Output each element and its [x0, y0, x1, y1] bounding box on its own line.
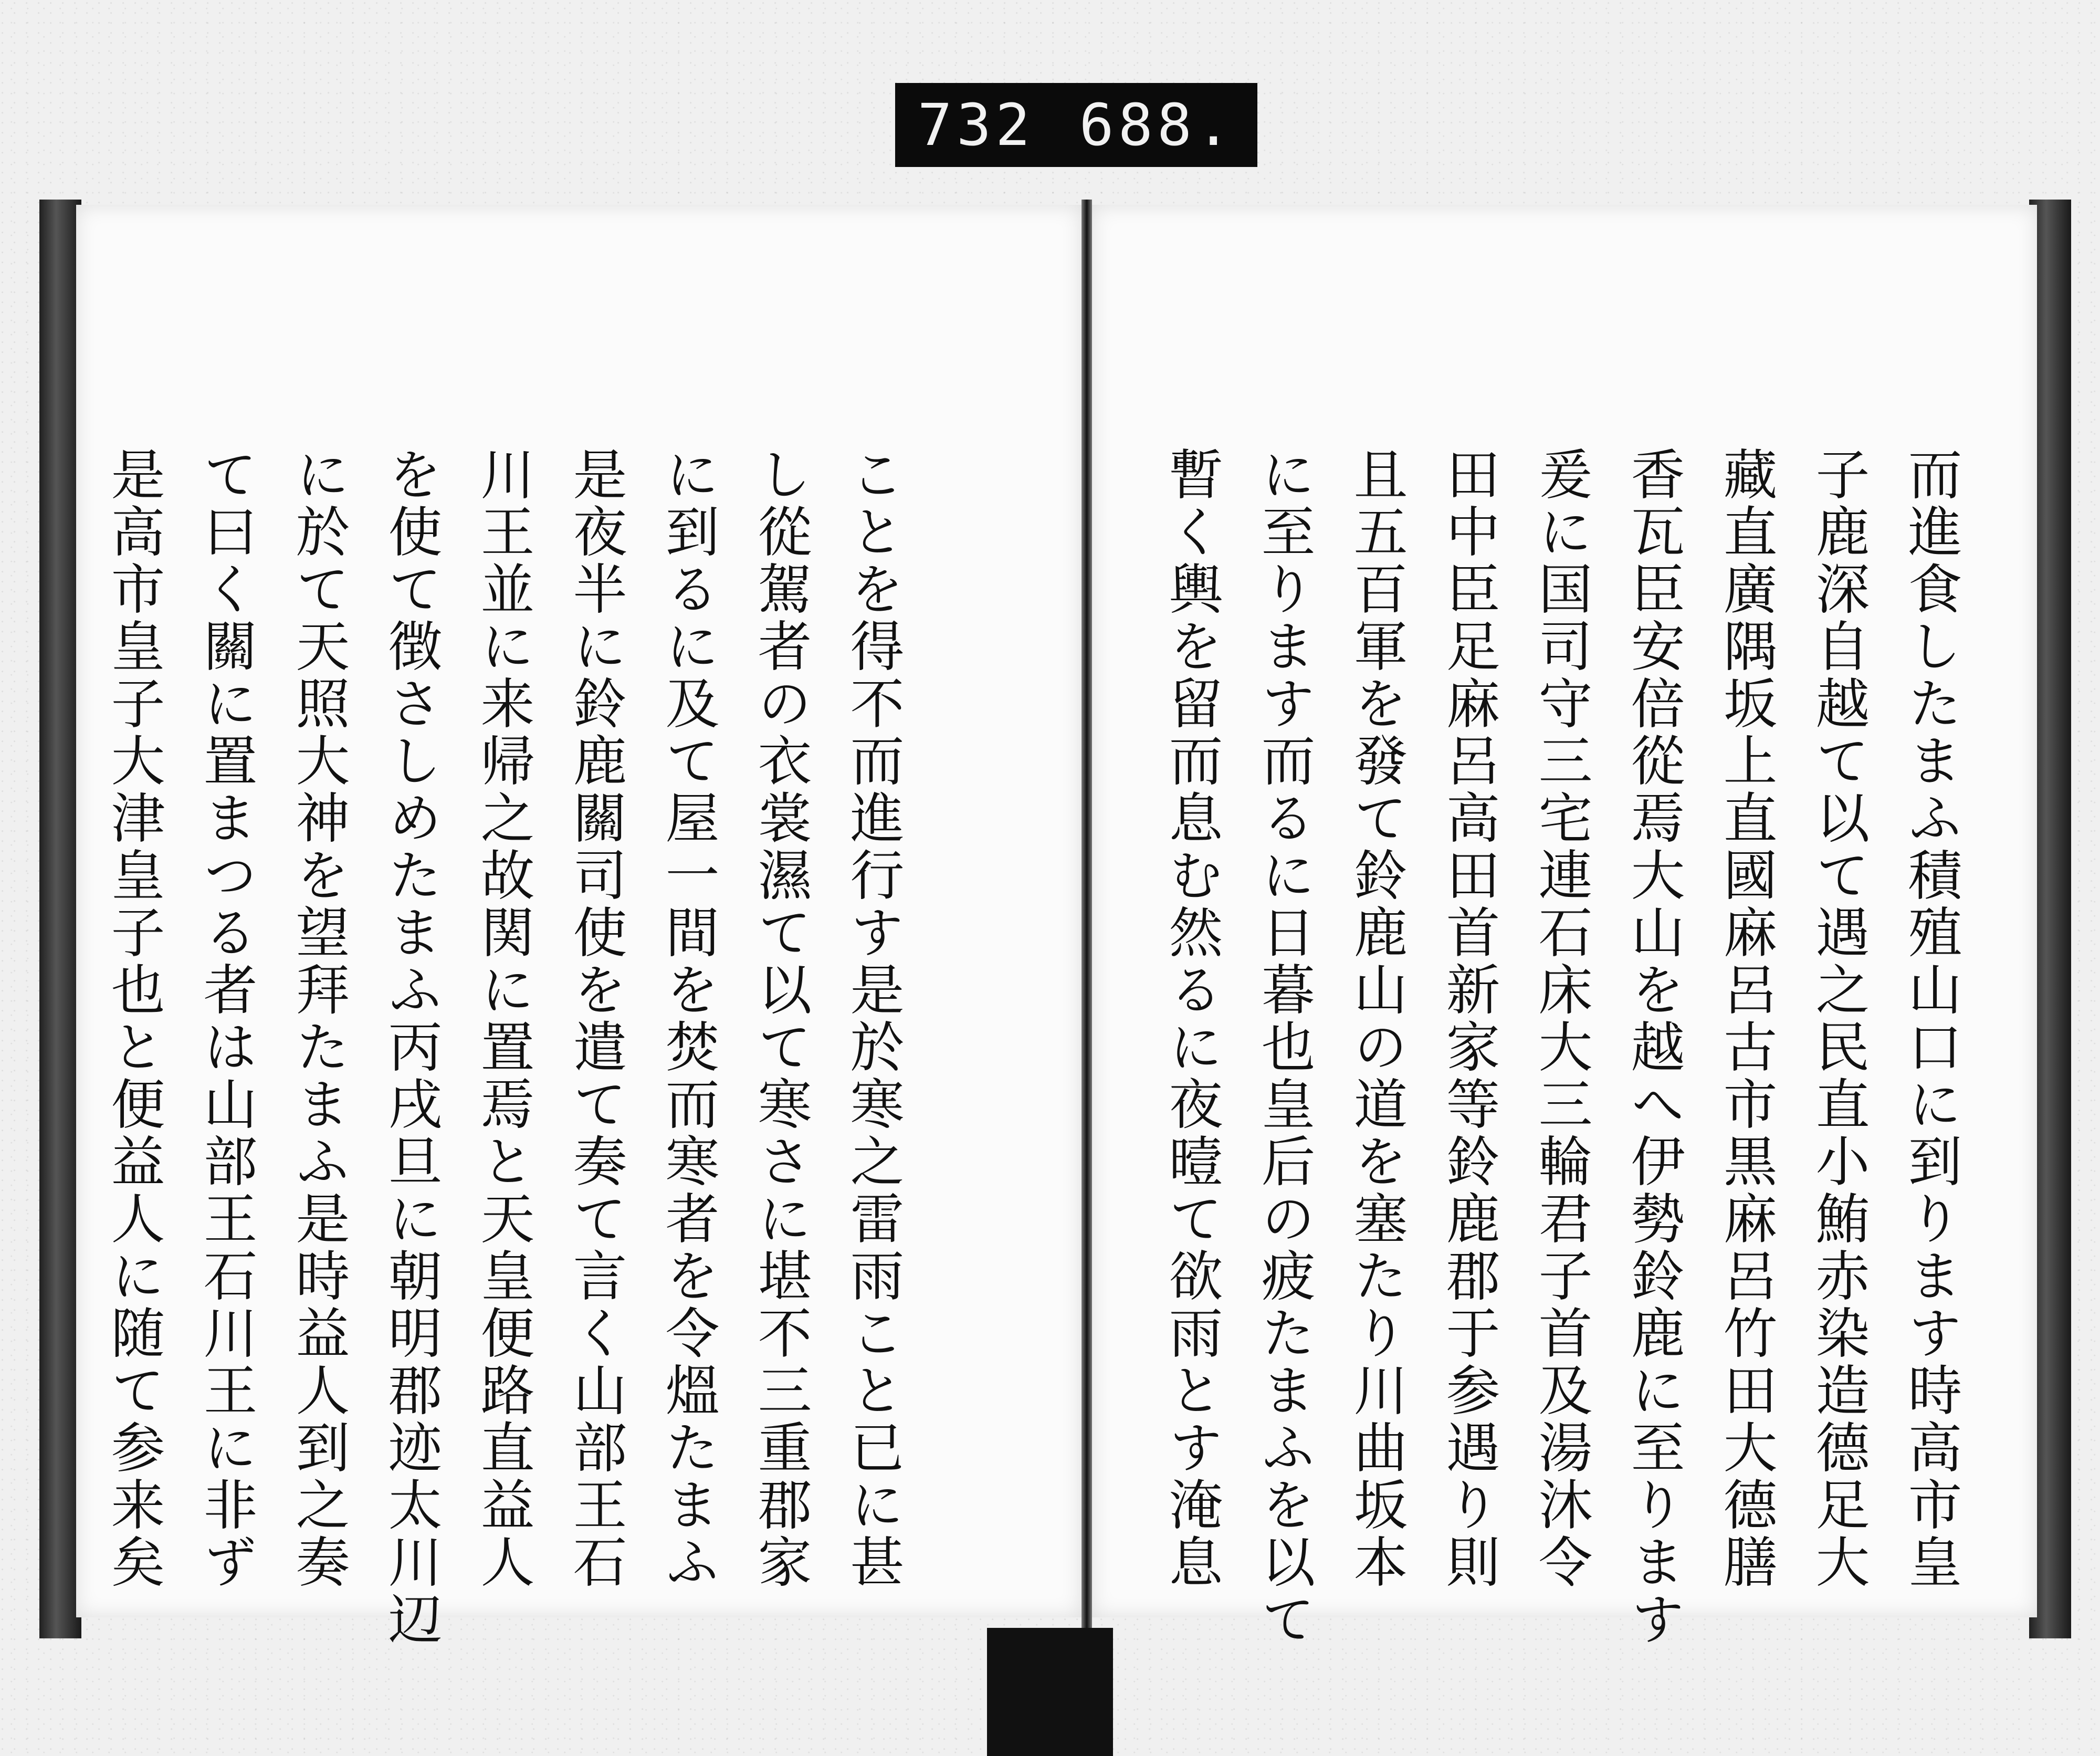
right-page-text [1145, 446, 1977, 1648]
text-column: 田中臣足麻呂高田首新家等鈴鹿郡于参遇り則 [1437, 446, 1500, 1591]
text-column: に於て天照大神を望拜たまふ是時益人到之奏 [287, 446, 350, 1591]
text-column: て曰く關に置まつる者は山部王石川王に非ず [194, 446, 257, 1591]
frame-number-right: 688. [1079, 91, 1235, 159]
text-column: 爰に国司守三宅連石床大三輪君子首及湯沐令 [1529, 446, 1592, 1591]
text-column: し從駕者の衣裳濕て以て寒さに堪不三重郡家 [749, 446, 812, 1591]
binding-clip [987, 1628, 1113, 1756]
microfilm-frame-label [895, 83, 1257, 167]
left-page [76, 205, 1082, 1648]
text-column: ことを得不而進行す是於寒之雷雨こと已に甚 [841, 446, 904, 1591]
text-column: 香瓦臣安倍從焉大山を越へ伊勢鈴鹿に至ります [1622, 446, 1685, 1648]
open-book [39, 200, 2071, 1648]
text-column: に到るに及て屋一間を焚而寒者を令熅たまふ [656, 446, 719, 1591]
text-column: 且五百軍を發て鈴鹿山の道を塞たり川曲坂本 [1345, 446, 1408, 1591]
text-column: 暫く輿を留而息む然るに夜曀て欲雨とす淹息 [1160, 446, 1223, 1591]
left-page-text [87, 446, 919, 1648]
text-column: 是夜半に鈴鹿關司使を遣て奏て言く山部王石 [564, 446, 627, 1591]
text-column: 是高市皇子大津皇子也と便益人に随て参来矣 [102, 446, 165, 1591]
book-cover-left-edge [39, 200, 81, 1638]
text-column: 藏直廣隅坂上直國麻呂古市黒麻呂竹田大德膳 [1714, 446, 1777, 1591]
text-column: 川王並に来帰之故関に置焉と天皇便路直益人 [471, 446, 534, 1591]
text-column: を使て徴さしめたまふ丙戌旦に朝明郡迹太川辺 [379, 446, 442, 1648]
frame-number-left: 732 [917, 91, 1035, 159]
book-gutter [1082, 200, 1092, 1638]
text-column: に至ります而るに日暮也皇后の疲たまふを以て [1252, 446, 1315, 1648]
right-page [1092, 205, 2037, 1648]
text-column: 而進食したまふ積殖山口に到ります時高市皇 [1899, 446, 1962, 1591]
text-column: 子鹿深自越て以て遇之民直小鮪赤染造德足大 [1807, 446, 1870, 1591]
